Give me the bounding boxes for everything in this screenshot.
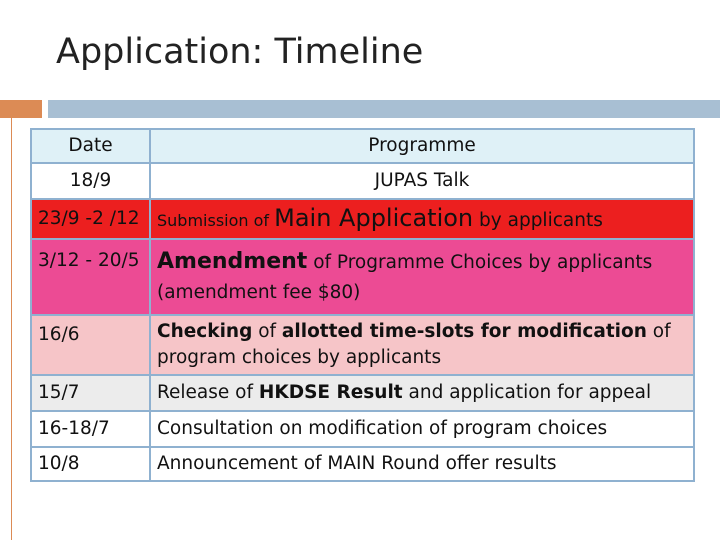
text-part: by applicants bbox=[473, 209, 603, 231]
table-row bbox=[31, 199, 694, 239]
header-date: Date bbox=[31, 129, 150, 163]
text-part: Release of bbox=[157, 382, 259, 403]
row-programme bbox=[150, 315, 694, 375]
timeline-table bbox=[30, 128, 695, 482]
row-date: 15/7 bbox=[31, 375, 150, 411]
line-2: program choices by applicants bbox=[157, 347, 442, 368]
header-programme: Programme bbox=[150, 129, 694, 163]
text-part-emphasis: HKDSE Result bbox=[258, 382, 403, 403]
accent-bar-orange bbox=[0, 100, 42, 118]
table-row bbox=[31, 447, 694, 481]
row-programme bbox=[150, 239, 694, 315]
accent-bar-blue bbox=[48, 100, 720, 118]
row-date: 16-18/7 bbox=[31, 411, 150, 447]
row-date: 3/12 - 20/5 bbox=[31, 239, 150, 315]
table-row bbox=[31, 411, 694, 447]
text-part-emphasis: Amendment bbox=[157, 248, 308, 274]
text-part: and application for appeal bbox=[402, 382, 652, 403]
row-programme: Announcement of MAIN Round offer results bbox=[150, 447, 694, 481]
row-programme: JUPAS Talk bbox=[150, 163, 694, 199]
line-2: (amendment fee $80) bbox=[157, 281, 361, 303]
text-part-emphasis: allotted time-slots for modification bbox=[281, 321, 647, 342]
accent-vertical-line bbox=[11, 118, 12, 540]
line-1 bbox=[157, 247, 687, 278]
line-1 bbox=[157, 319, 687, 345]
text-part: of Programme Choices by applicants bbox=[307, 251, 653, 273]
row-programme: Consultation on modification of program choices bbox=[150, 411, 694, 447]
row-date: 16/6 bbox=[31, 315, 150, 375]
text-part: of bbox=[252, 321, 282, 342]
text-part: of bbox=[646, 321, 671, 342]
text-part: Submission of bbox=[157, 210, 275, 230]
row-programme bbox=[150, 199, 694, 239]
row-date: 18/9 bbox=[31, 163, 150, 199]
row-date: 23/9 -2 /12 bbox=[31, 199, 150, 239]
row-date: 10/8 bbox=[31, 447, 150, 481]
table-header-row bbox=[31, 129, 694, 163]
table-row bbox=[31, 375, 694, 411]
text-part-emphasis: Main Application bbox=[274, 203, 474, 232]
row-programme bbox=[150, 375, 694, 411]
table-row bbox=[31, 315, 694, 375]
table-row bbox=[31, 239, 694, 315]
text-part-emphasis: Checking bbox=[157, 321, 253, 342]
slide-title: Application: Timeline bbox=[56, 32, 424, 72]
table-row bbox=[31, 163, 694, 199]
